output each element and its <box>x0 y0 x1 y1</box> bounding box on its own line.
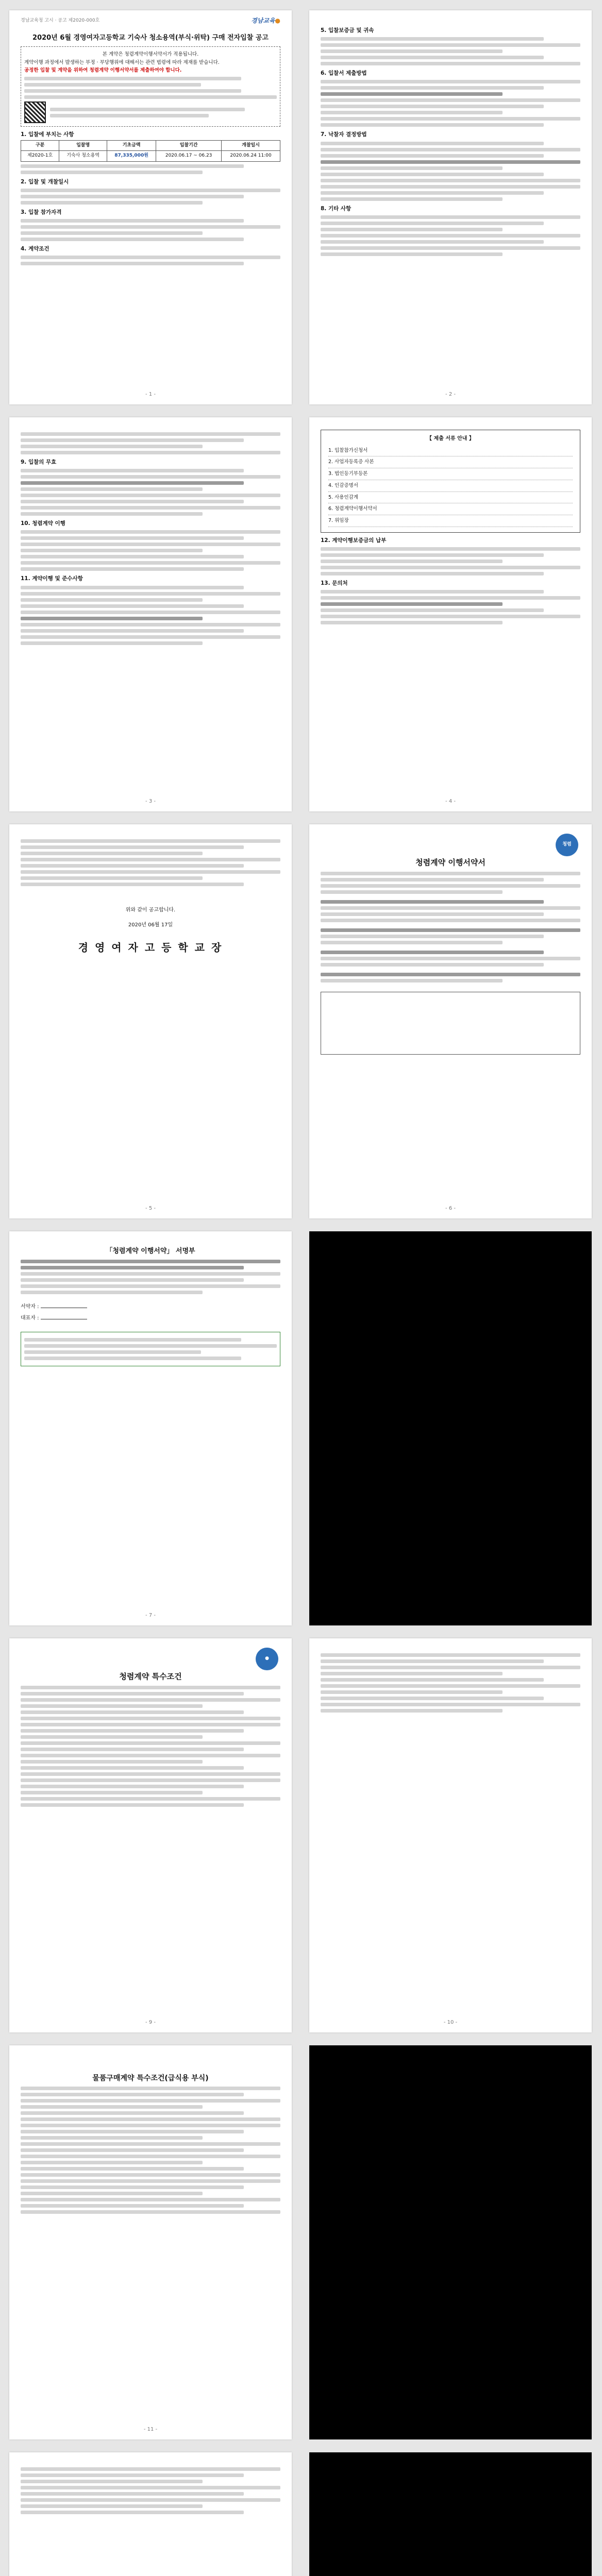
page-5 <box>9 824 292 1218</box>
section-9-heading: 9. 입찰의 무효 <box>21 459 57 465</box>
page-9 <box>9 1638 292 2032</box>
table-header: 기초금액 <box>107 141 156 151</box>
table-header: 입찰기간 <box>156 141 222 151</box>
page-13 <box>9 2452 292 2576</box>
integrity-stamp-icon: ● <box>256 1648 278 1670</box>
signer-label: 서약자 : <box>21 1303 39 1310</box>
section-4-heading: 4. 계약조건 <box>21 245 49 252</box>
table-cell: 2020.06.17 ~ 06.23 <box>156 151 222 161</box>
school-principal: 경 영 여 자 고 등 학 교 장 <box>78 941 223 954</box>
section-3-heading: 3. 입찰 참가자격 <box>21 209 62 215</box>
page-number: - 2 - <box>445 391 456 397</box>
page-number: - 11 - <box>143 2426 158 2432</box>
list-item: 6. 청렴계약이행서약서 <box>328 503 573 515</box>
page-6 <box>309 824 592 1218</box>
page-number: - 1 - <box>145 391 156 397</box>
purchase-terms-title: 물품구매계약 특수조건(급식용 부식) <box>92 2074 209 2082</box>
notice-title: 2020년 6월 경영여자고등학교 기숙사 청소용역(부식·위탁) 구매 전자입찰 공고 <box>32 34 269 42</box>
page-header: 경남교육청 고시 · 공고 제2020-000호 <box>21 18 100 23</box>
page-2 <box>309 10 592 404</box>
section-10-heading: 10. 청렴계약 이행 <box>21 520 65 527</box>
qr-code-icon <box>24 101 46 123</box>
education-office-logo: 경남교육● <box>251 17 280 24</box>
representative-label: 대표자 : <box>21 1315 39 1321</box>
page-number: - 4 - <box>445 798 456 804</box>
table-header: 구분 <box>21 141 59 151</box>
section-8-heading: 8. 기타 사항 <box>321 205 352 212</box>
page-1 <box>9 10 292 404</box>
pledge-form-box <box>321 992 580 1055</box>
list-item: 5. 사용인감계 <box>328 492 573 504</box>
closing-text: 위와 같이 공고합니다. <box>125 907 176 913</box>
page-11 <box>9 2045 292 2439</box>
page-number: - 3 - <box>145 798 156 804</box>
table-cell: 제2020-1호 <box>21 151 59 161</box>
notice-date: 2020년 06월 17일 <box>128 922 173 928</box>
page-12-blank <box>309 2045 592 2439</box>
pledge-title: 청렴계약 이행서약서 <box>415 858 486 867</box>
table-cell: 87,335,000원 <box>107 151 156 161</box>
section-1-heading: 1. 입찰에 부치는 사항 <box>21 131 74 138</box>
section-7-heading: 7. 낙찰자 결정방법 <box>321 131 367 138</box>
section-13-heading: 13. 문의처 <box>321 580 348 587</box>
section-6-heading: 6. 입찰서 제출방법 <box>321 70 367 77</box>
table-header: 개찰일시 <box>222 141 280 151</box>
page-number: - 10 - <box>443 2019 458 2025</box>
bid-table <box>21 140 280 161</box>
list-item: 2. 사업자등록증 사본 <box>328 456 573 468</box>
table-cell: 기숙사 청소용역 <box>59 151 107 161</box>
info-box <box>21 1332 280 1366</box>
form-title: 「청렴계약 이행서약」 서명부 <box>106 1247 195 1255</box>
integrity-notice-box <box>21 46 280 127</box>
page-7 <box>9 1231 292 1625</box>
page-number: - 7 - <box>145 1612 156 1618</box>
section-12-heading: 12. 계약이행보증금의 납부 <box>321 537 387 544</box>
notice-warning: 공정한 입찰 및 계약을 위하여 청렴계약 이행서약서를 제출하여야 합니다. <box>24 67 182 74</box>
table-header: 입찰명 <box>59 141 107 151</box>
notice-line-1: 본 계약은 청렴계약이행서약서가 적용됩니다. <box>102 51 199 57</box>
list-item: 4. 인감증명서 <box>328 480 573 492</box>
list-item: 3. 법인등기부등본 <box>328 468 573 480</box>
list-item: 7. 위임장 <box>328 515 573 527</box>
page-14-blank <box>309 2452 592 2576</box>
page-number: - 6 - <box>445 1205 456 1211</box>
integrity-stamp-icon: 청렴 <box>556 834 578 856</box>
page-number: - 9 - <box>145 2019 156 2025</box>
section-5-heading: 5. 입찰보증금 및 귀속 <box>321 27 374 33</box>
list-item: 1. 입찰참가신청서 <box>328 445 573 457</box>
special-terms-title: 청렴계약 특수조건 <box>119 1672 182 1681</box>
required-documents-box <box>321 430 580 533</box>
notice-line-2: 계약이행 과정에서 발생하는 부정 · 부당행위에 대해서는 관련 법령에 따라 제재를 받습니다. <box>24 59 220 65</box>
section-11-heading: 11. 계약이행 및 준수사항 <box>21 575 83 582</box>
page-8-blank <box>309 1231 592 1625</box>
page-10 <box>309 1638 592 2032</box>
page-3 <box>9 417 292 811</box>
documents-title: 【 제출 서류 안내 】 <box>427 436 474 442</box>
page-4 <box>309 417 592 811</box>
page-number: - 5 - <box>145 1205 156 1211</box>
table-cell: 2020.06.24 11:00 <box>222 151 280 161</box>
section-2-heading: 2. 입찰 및 개찰일시 <box>21 178 69 185</box>
